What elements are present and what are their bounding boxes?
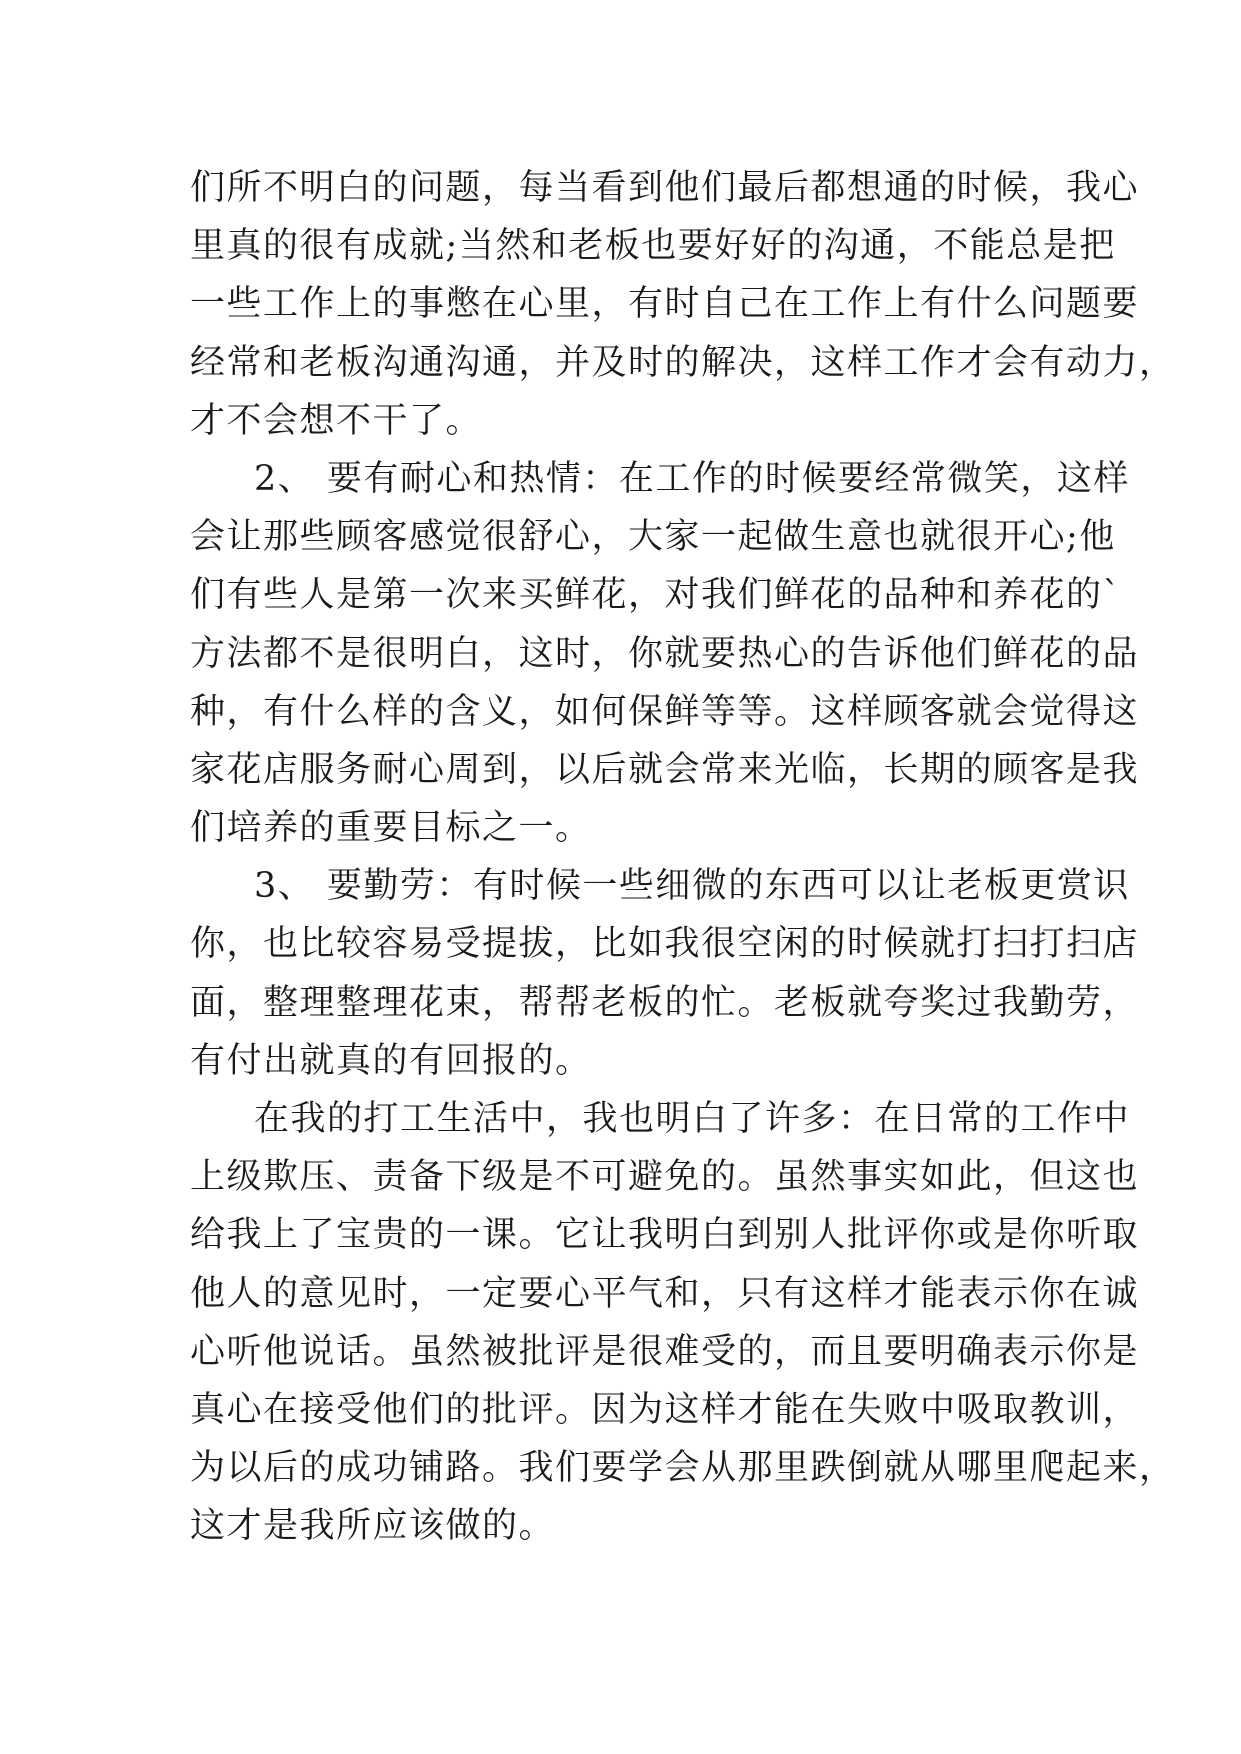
text-line: 为以后的成功铺路。我们要学会从那里跌倒就从哪里爬起来，: [190, 1448, 1176, 1489]
text-line: 们培养的重要目标之一。: [190, 808, 592, 849]
body-text: [190, 159, 1176, 1556]
text-line: 里真的很有成就;当然和老板也要好好的沟通，不能总是把: [190, 226, 1116, 267]
text-line: 家花店服务耐心周到，以后就会常来光临，长期的顾客是我: [190, 749, 1140, 790]
text-line: 种，有什么样的含义，如何保鲜等等。这样顾客就会觉得这: [190, 691, 1140, 732]
text-line: 们有些人是第一次来买鲜花，对我们鲜花的品种和养花的`: [190, 575, 1122, 616]
text-line: 你，也比较容易受提拔，比如我很空闲的时候就打扫打扫店: [190, 924, 1140, 965]
text-line: 心听他说话。虽然被批评是很难受的，而且要明确表示你是: [190, 1331, 1140, 1372]
text-line: 会让那些顾客感觉很舒心，大家一起做生意也就很开心;他: [190, 517, 1116, 558]
text-line: 有付出就真的有回报的。: [190, 1040, 592, 1081]
text-line: 一些工作上的事憋在心里，有时自己在工作上有什么问题要: [190, 284, 1140, 325]
text-line: 给我上了宝贵的一课。它让我明白到别人批评你或是你听取: [190, 1215, 1140, 1256]
text-line: 才不会想不干了。: [190, 400, 483, 441]
text-line: 上级欺压、责备下级是不可避免的。虽然事实如此，但这也: [190, 1157, 1140, 1198]
text-line: 经常和老板沟通沟通，并及时的解决，这样工作才会有动力，: [190, 342, 1176, 383]
text-line: 真心在接受他们的批评。因为这样才能在失败中吸取教训，: [190, 1389, 1140, 1430]
text-line: 们所不明白的问题，每当看到他们最后都想通的时候，我心: [190, 168, 1140, 208]
text-line: 2、 要有耐心和热情：在工作的时候要经常微笑，这样: [254, 458, 1130, 499]
text-line: 这才是我所应该做的。: [190, 1506, 556, 1547]
text-line: 方法都不是很明白，这时，你就要热心的告诉他们鲜花的品: [190, 633, 1140, 674]
text-line: 他人的意见时，一定要心平气和，只有这样才能表示你在诚: [190, 1273, 1140, 1314]
text-line: 面，整理整理花束，帮帮老板的忙。老板就夸奖过我勤劳，: [190, 982, 1140, 1023]
text-line: 在我的打工生活中，我也明白了许多：在日常的工作中: [254, 1099, 1131, 1139]
text-line: 3、 要勤劳：有时候一些细微的东西可以让老板更赏识: [254, 866, 1130, 907]
